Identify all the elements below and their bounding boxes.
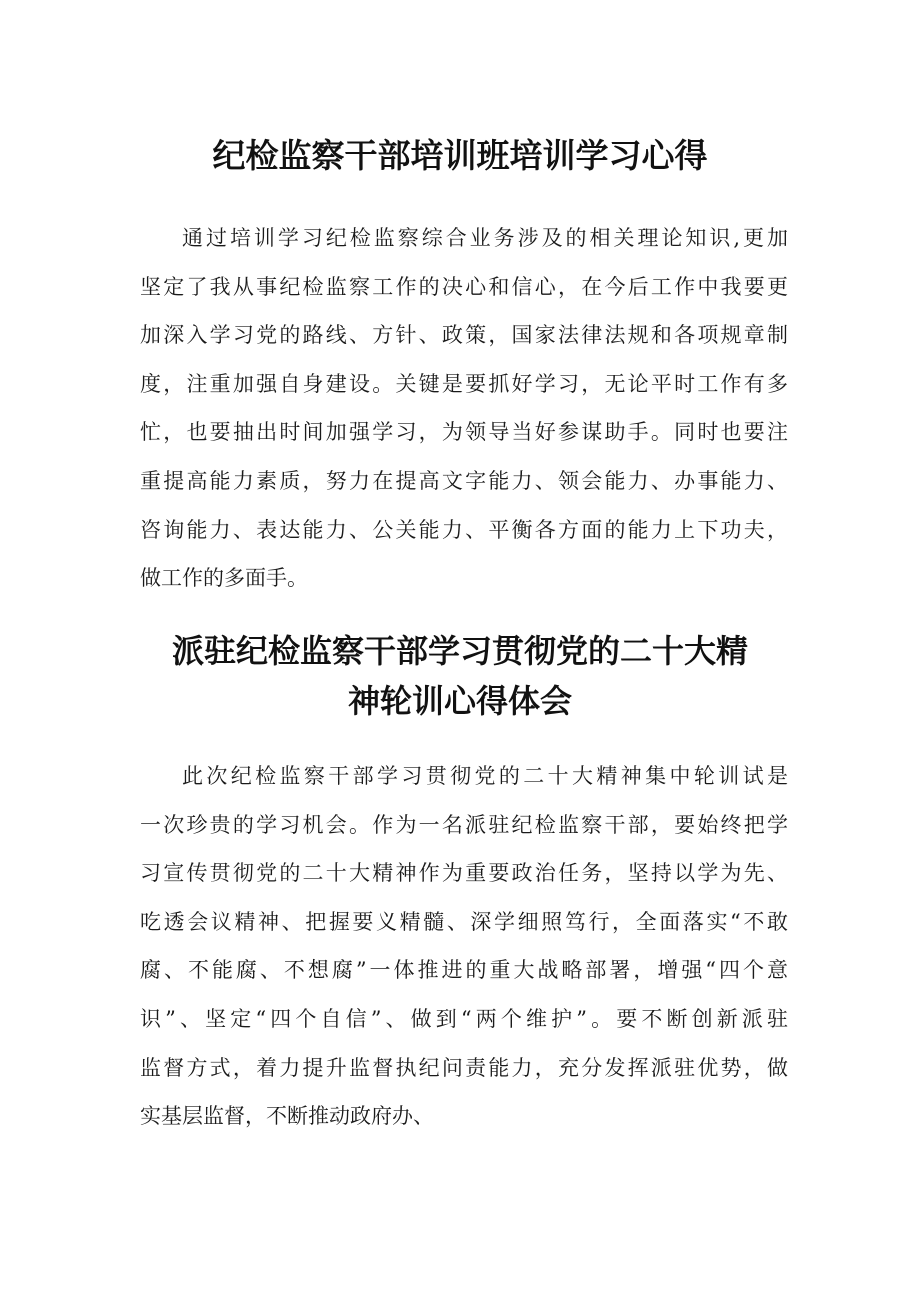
paragraph-line: 监督方式，着力提升监督执纪问责能力，充分发挥派驻优势，做	[140, 1055, 788, 1080]
section-2-title-line: 神轮训心得体会	[347, 682, 572, 720]
section-2-paragraph	[140, 752, 788, 1141]
paragraph-line: 忙，也要抽出时间加强学习，为领导当好参谋助手。同时也要注	[140, 420, 788, 445]
paragraph-line: 度，注重加强自身建设。关键是要抓好学习，无论平时工作有多	[140, 371, 788, 396]
paragraph-line: 习宣传贯彻党的二十大精神作为重要政治任务，坚持以学为先、	[140, 861, 788, 886]
section-1-paragraph	[140, 214, 788, 603]
paragraph-line: 识”、坚定“四个自信”、做到“两个维护”。要不断创新派驻	[140, 1006, 788, 1031]
paragraph-line: 吃透会议精神、把握要义精髓、深学细照笃行，全面落实“不敢	[140, 909, 788, 934]
paragraph-line: 做工作的多面手。	[140, 566, 308, 591]
paragraph-line: 一次珍贵的学习机会。作为一名派驻纪检监察干部，要始终把学	[140, 812, 788, 837]
paragraph-line: 坚定了我从事纪检监察工作的决心和信心，在今后工作中我要更	[140, 274, 788, 299]
paragraph-line: 加深入学习党的路线、方针、政策，国家法律法规和各项规章制	[140, 323, 788, 348]
section-2-title-line: 派驻纪检监察干部学习贯彻党的二十大精	[171, 632, 748, 670]
paragraph-line: 咨询能力、表达能力、公关能力、平衡各方面的能力上下功夫，	[140, 517, 788, 542]
section-1-title	[0, 132, 920, 180]
section-2-title	[100, 626, 820, 726]
paragraph-line: 此次纪检监察干部学习贯彻党的二十大精神集中轮训试是	[182, 764, 788, 788]
paragraph-line: 通过培训学习纪检监察综合业务涉及的相关理论知识,更加	[182, 226, 788, 250]
paragraph-line: 腐、不能腐、不想腐”一体推进的重大战略部署，增强“四个意	[140, 958, 788, 983]
paragraph-line: 实基层监督，不断推动政府办、	[140, 1104, 434, 1129]
section-1-title-line: 纪检监察干部培训班培训学习心得	[212, 136, 708, 175]
paragraph-line: 重提高能力素质，努力在提高文字能力、领会能力、办事能力、	[140, 468, 788, 493]
